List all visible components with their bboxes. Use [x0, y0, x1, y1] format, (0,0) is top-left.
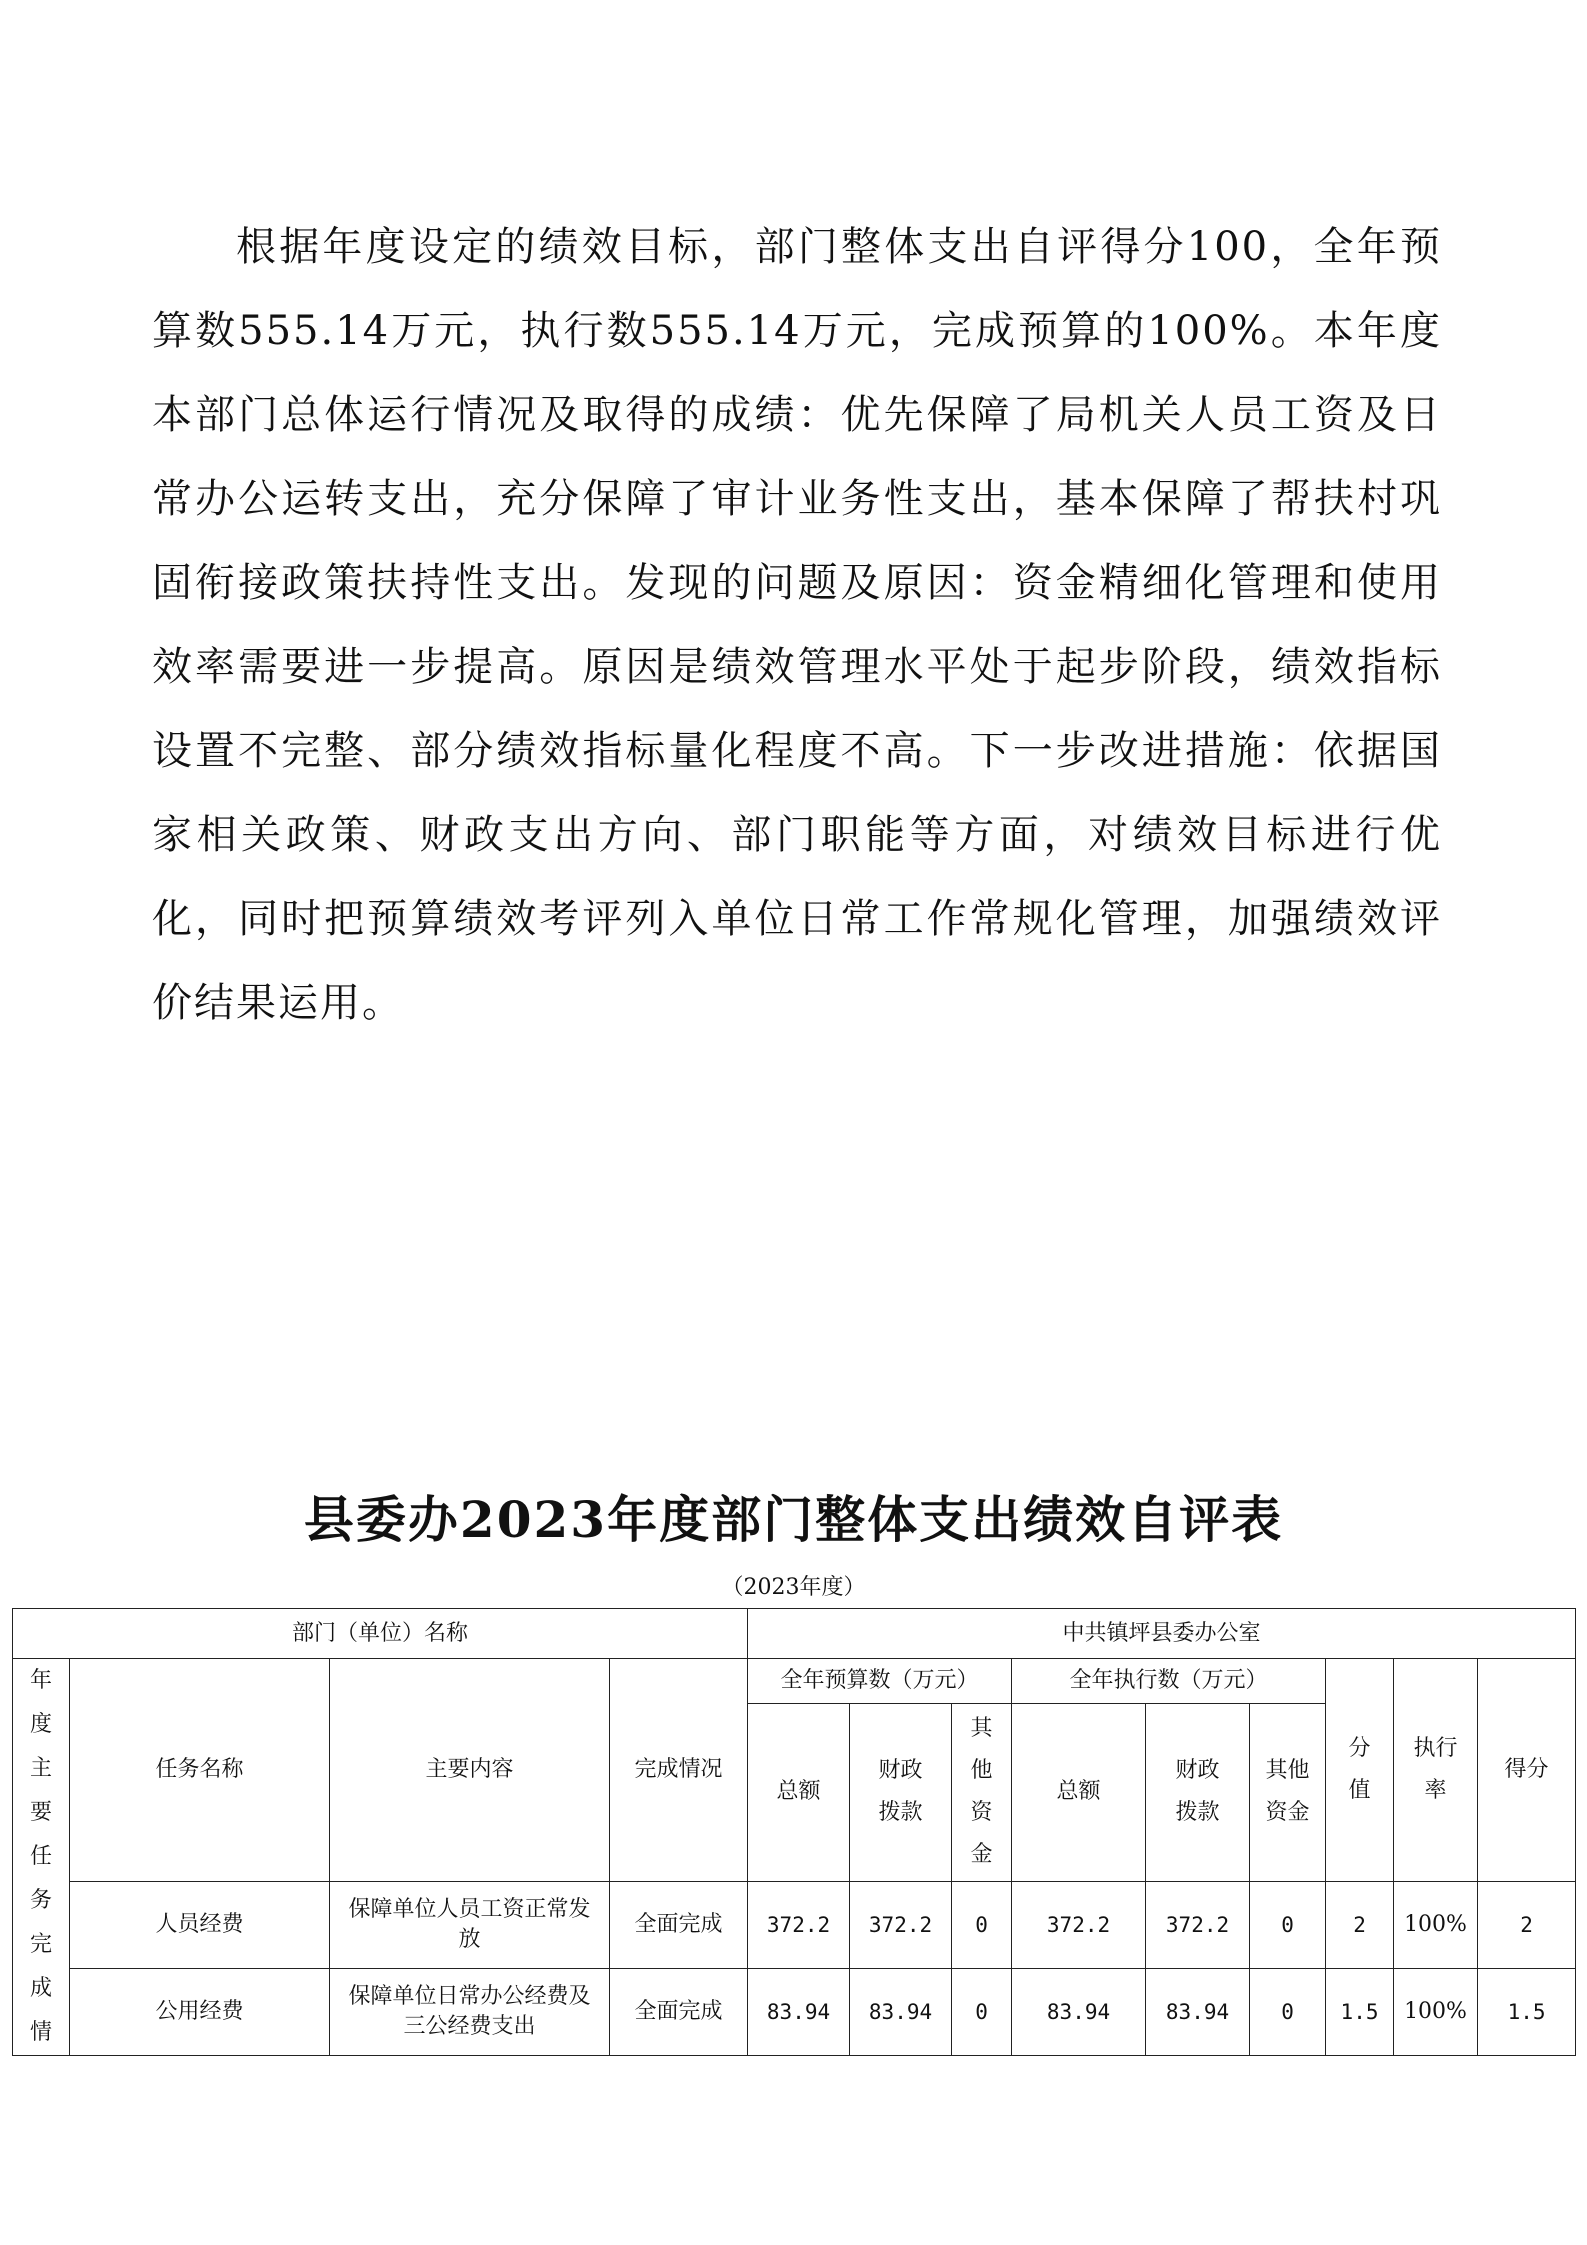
row2-exec-rate: 100% [1394, 1968, 1478, 2055]
row2-exec-fiscal: 83.94 [1146, 1968, 1250, 2055]
row2-budget-total: 83.94 [748, 1968, 850, 2055]
header-row-1 [13, 1659, 1576, 1704]
header-exec-total: 总额 [1012, 1703, 1146, 1881]
row2-exec-other: 0 [1250, 1968, 1326, 2055]
row1-score-value: 2 [1326, 1881, 1394, 1968]
row1-status: 全面完成 [610, 1881, 748, 1968]
dept-label: 部门（单位）名称 [13, 1609, 748, 1659]
row1-budget-other: 0 [952, 1881, 1012, 1968]
header-exec-group: 全年执行数（万元） [1012, 1659, 1326, 1704]
row1-exec-other: 0 [1250, 1881, 1326, 1968]
row1-budget-total: 372.2 [748, 1881, 850, 1968]
dept-row [13, 1609, 1576, 1659]
header-budget-total: 总额 [748, 1703, 850, 1881]
row2-score: 1.5 [1478, 1968, 1576, 2055]
header-score-value: 分值 [1326, 1659, 1394, 1882]
header-budget-group: 全年预算数（万元） [748, 1659, 1012, 1704]
header-budget-other: 其他资金 [952, 1703, 1012, 1881]
dept-value: 中共镇坪县委办公室 [748, 1609, 1576, 1659]
row1-budget-fiscal: 372.2 [850, 1881, 952, 1968]
header-budget-fiscal: 财政拨款 [850, 1703, 952, 1881]
row1-score: 2 [1478, 1881, 1576, 1968]
table-subtitle: （2023年度） [721, 1575, 866, 1600]
row2-budget-fiscal: 83.94 [850, 1968, 952, 2055]
table-row [13, 1968, 1576, 2055]
row2-content: 保障单位日常办公经费及三公经费支出 [330, 1968, 610, 2055]
row1-exec-fiscal: 372.2 [1146, 1881, 1250, 1968]
table-title: 县委办2023年度部门整体支出绩效自评表 [303, 1490, 1284, 1549]
header-task: 任务名称 [70, 1659, 330, 1882]
row1-content: 保障单位人员工资正常发放 [330, 1881, 610, 1968]
row2-score-value: 1.5 [1326, 1968, 1394, 2055]
performance-table [12, 1608, 1576, 2056]
header-exec-rate: 执行率 [1394, 1659, 1478, 1882]
row2-budget-other: 0 [952, 1968, 1012, 2055]
row2-status: 全面完成 [610, 1968, 748, 2055]
header-content: 主要内容 [330, 1659, 610, 1882]
row2-task: 公用经费 [70, 1968, 330, 2055]
row1-exec-rate: 100% [1394, 1881, 1478, 1968]
header-status: 完成情况 [610, 1659, 748, 1882]
row1-exec-total: 372.2 [1012, 1881, 1146, 1968]
header-exec-fiscal: 财政拨款 [1146, 1703, 1250, 1881]
header-exec-other: 其他资金 [1250, 1703, 1326, 1881]
header-score: 得分 [1478, 1659, 1576, 1882]
row2-exec-total: 83.94 [1012, 1968, 1146, 2055]
table-row [13, 1881, 1576, 1968]
row1-task: 人员经费 [70, 1881, 330, 1968]
side-label: 年度主要任务完成情 [13, 1659, 70, 2056]
summary-paragraph: 根据年度设定的绩效目标，部门整体支出自评得分100，全年预算数555.14万元，执行数555.14万元，完成预算的100%。本年度本部门总体运行情况及取得的成绩：优先保障了局机关人员工资及日常办公运转支出，充分保障了审计业务性支出，基本保障了帮扶村巩固衔接政策扶持性支出。发现的问题及原因：资金精细化管理和使用效率需要进一步提高。原因是绩效管理水平处于起步阶段，绩效指标设置不完整、部分绩效指标量化程度不高。下一步改进措施：依据国家相关政策、财政支出方向、部门职能等方面，对绩效目标进行优化，同时把预算绩效考评列入单位日常工作常规化管理，加强绩效评价结果运用。 [152, 224, 1442, 1026]
